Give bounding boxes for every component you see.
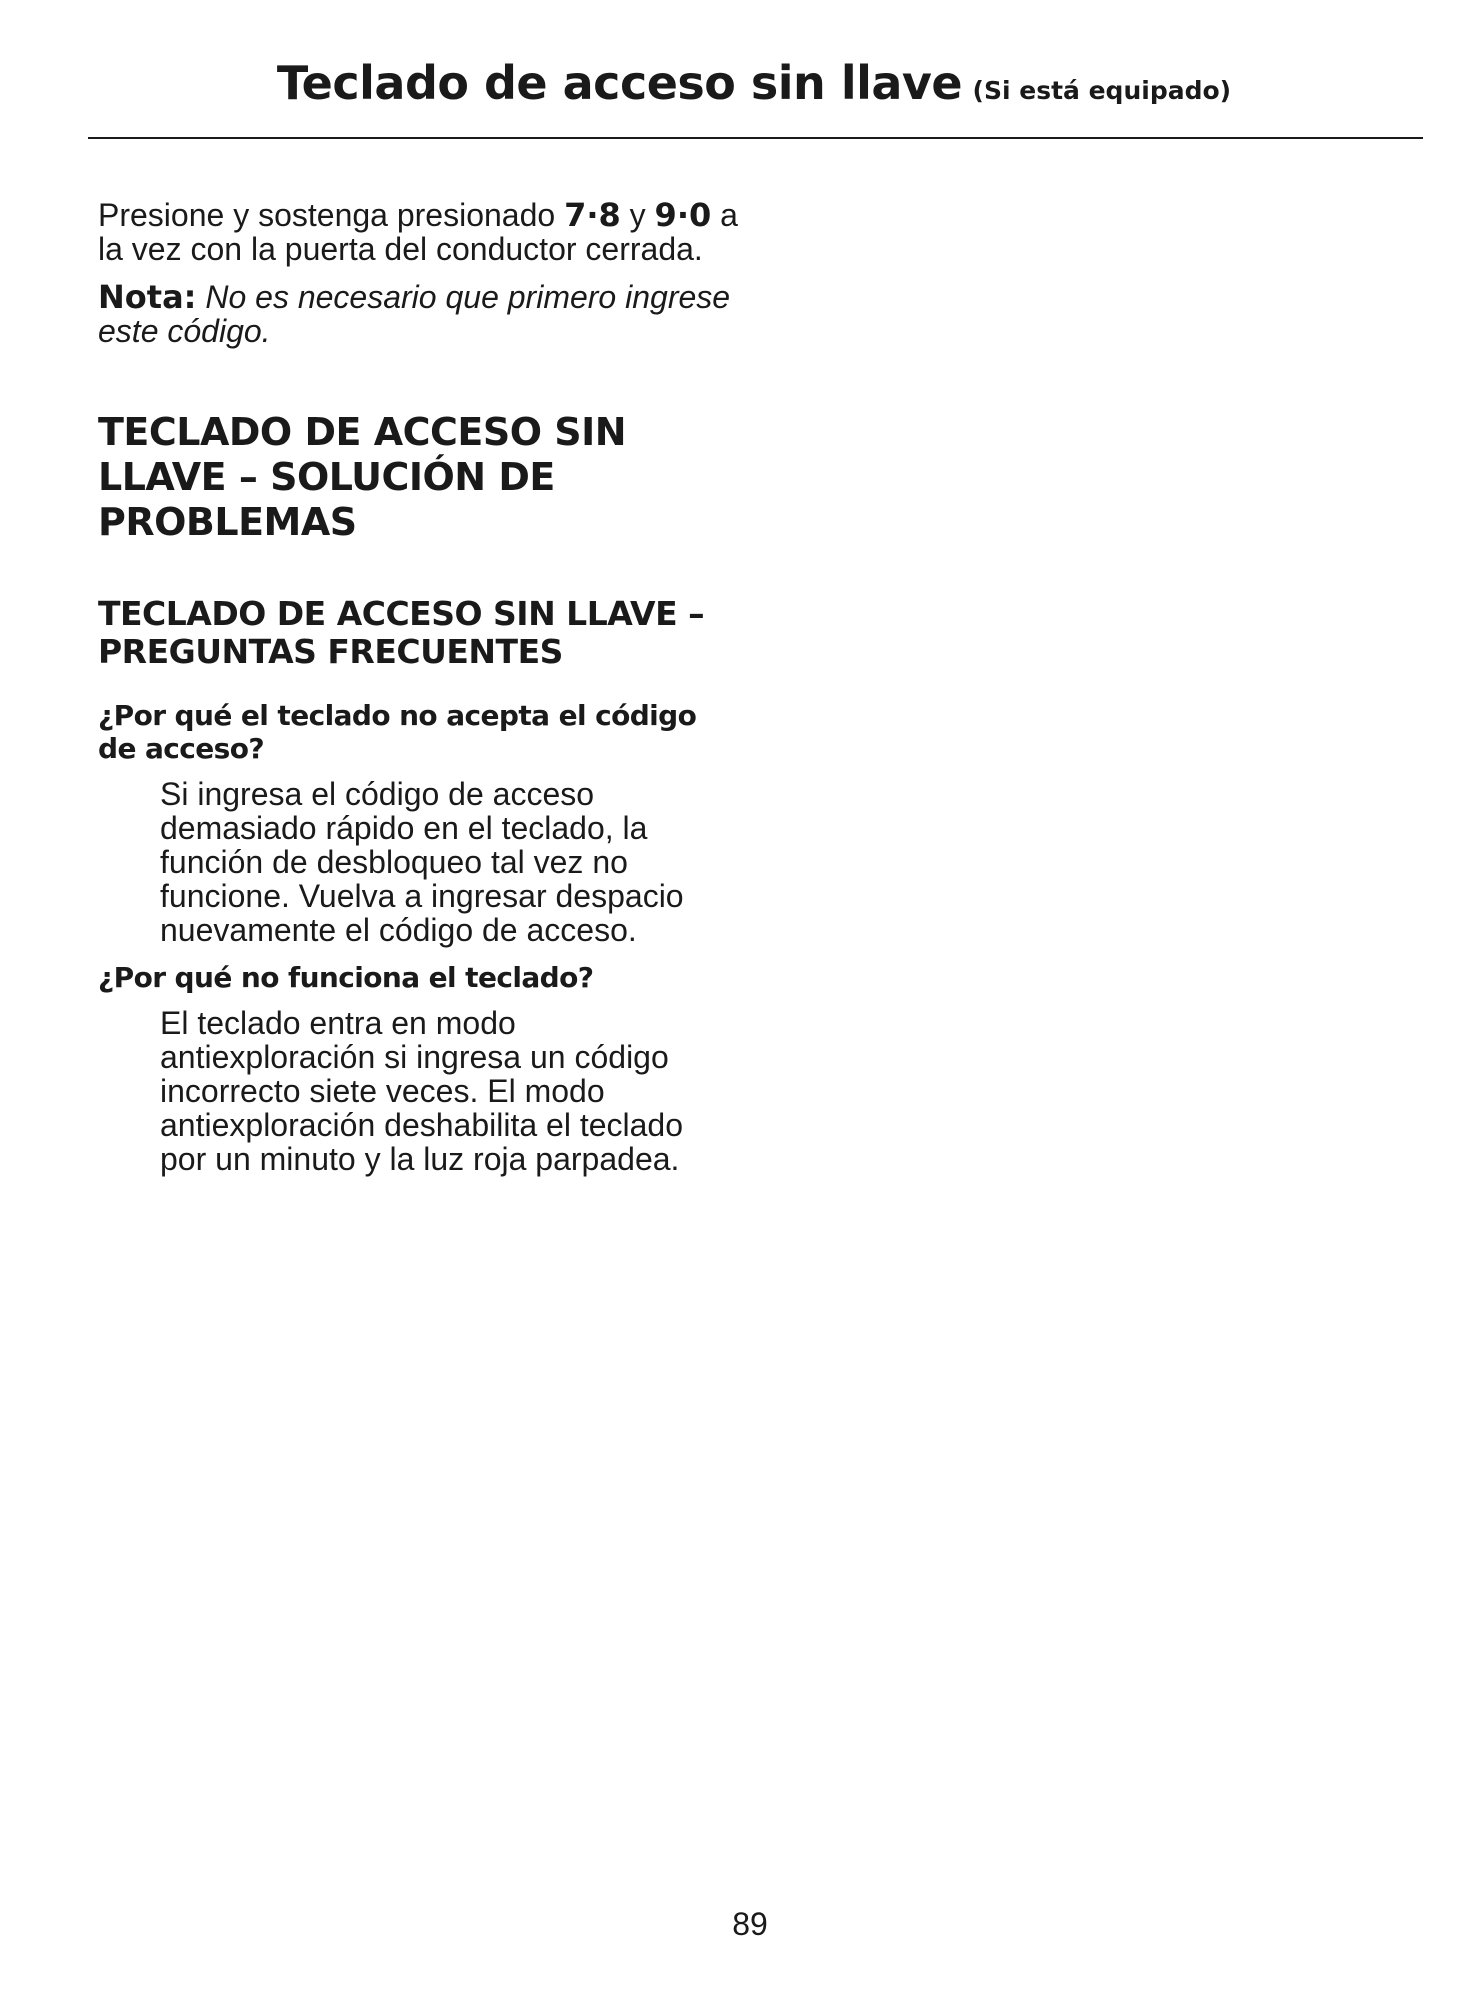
- faq-question: ¿Por qué el teclado no acepta el código de acceso?: [98, 699, 697, 765]
- section-heading: TECLADO DE ACCESO SIN LLAVE – SOLUCIÓN DE PROBLEMAS: [98, 410, 627, 544]
- page-header: [88, 56, 1420, 110]
- faq-answer: El teclado entra en modo antiexploración si ingresa un código incorrecto siete veces. El modo antiexploración deshabilita el teclado por un minuto y la luz roja parpadea.: [160, 1005, 684, 1177]
- faq-question: ¿Por qué no funciona el teclado?: [98, 961, 594, 994]
- page-title: Teclado de acceso sin llave: [276, 56, 963, 110]
- page-title-suffix: (Si está equipado): [972, 76, 1232, 105]
- intro-text-after: a la vez con la puerta del conductor cerrada.: [98, 197, 738, 267]
- faq-answer: Si ingresa el código de acceso demasiado rápido en el teclado, la función de desbloqueo tal vez no funcione. Vuelva a ingresar despacio nuevamente el código de acceso.: [160, 776, 684, 948]
- page-number: 89: [732, 1906, 768, 1942]
- note-text: No es necesario que primero ingrese este código.: [98, 279, 731, 349]
- key-combo-2: 9·0: [654, 196, 712, 234]
- note-paragraph: [98, 280, 738, 348]
- header-divider: [88, 137, 1423, 139]
- intro-text-before: Presione y sostenga presionado: [98, 197, 565, 233]
- key-combo-1: 7·8: [564, 196, 621, 234]
- intro-paragraph: [98, 198, 738, 266]
- content-column: [98, 198, 738, 1176]
- note-label: Nota:: [98, 278, 197, 316]
- intro-text-and: y: [620, 197, 655, 233]
- subsection-heading: TECLADO DE ACCESO SIN LLAVE – PREGUNTAS FRECUENTES: [98, 594, 705, 671]
